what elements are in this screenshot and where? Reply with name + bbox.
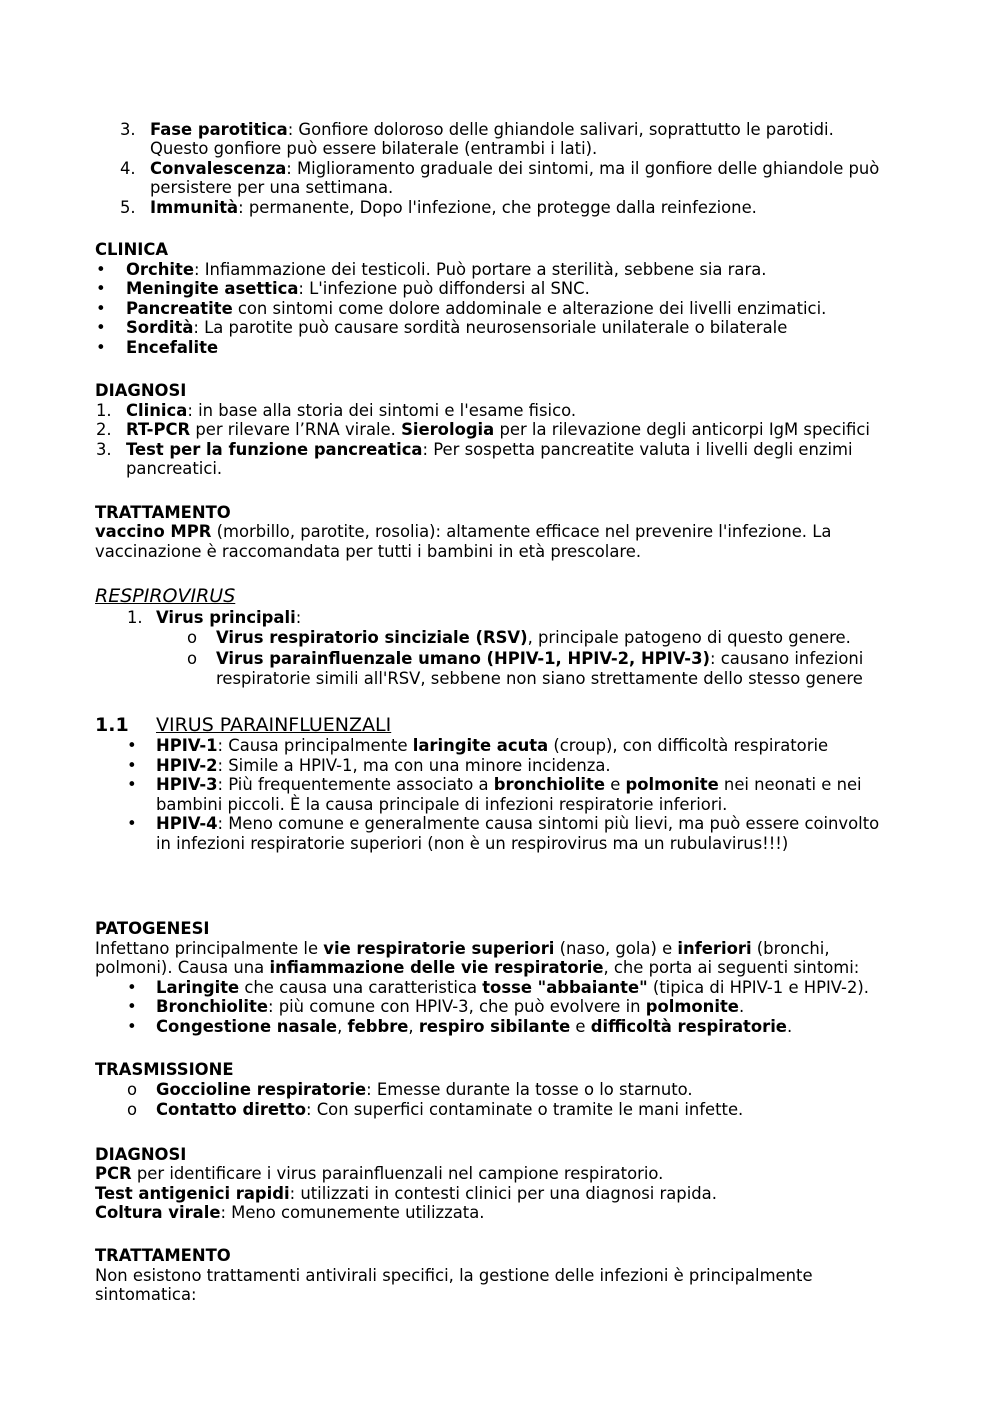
list-item: Encefalite [126,338,219,357]
bullet-icon: • [96,279,106,298]
list-item-continuation: in infezioni respiratorie superiori (non è un respirovirus ma un rubulavirus!!!) [156,834,789,853]
paragraph-line: PCR per identificare i virus parainfluenzali nel campione respiratorio. [95,1164,664,1183]
list-item: Laringite che causa una caratteristica tosse "abbaiante" (tipica di HPIV-1 e HPIV-2). [156,978,869,997]
paragraph-line: sintomatica: [95,1285,197,1304]
bullet-icon: • [127,775,137,794]
bullet-icon: • [96,299,106,318]
bullet-icon: • [96,260,106,279]
paragraph-line: vaccinazione è raccomandata per tutti i bambini in età prescolare. [95,542,642,561]
bullet-icon: • [127,736,137,755]
bullet-icon: • [96,318,106,337]
list-item: Sordità: La parotite può causare sordità neurosensoriale unilaterale o bilaterale [126,318,788,337]
section-number: 1.1 [95,714,129,736]
section-heading-clinica: CLINICA [95,240,169,259]
list-item: Clinica: in base alla storia dei sintomi e l'esame fisico. [126,401,577,420]
list-number: 5. [120,198,136,217]
bullet-icon: • [96,338,106,357]
list-item-continuation: persistere per una settimana. [150,178,394,197]
list-item: Contatto diretto: Con superfici contaminate o tramite le mani infette. [156,1100,744,1119]
bullet-o-icon: o [127,1080,138,1099]
list-item: Immunità: permanente, Dopo l'infezione, che protegge dalla reinfezione. [150,198,757,217]
list-item: Convalescenza: Miglioramento graduale dei sintomi, ma il gonfiore delle ghiandole può [150,159,880,178]
list-item: Meningite asettica: L'infezione può diffondersi al SNC. [126,279,590,298]
list-item-continuation: pancreatici. [126,459,223,478]
list-item: HPIV-3: Più frequentemente associato a bronchiolite e polmonite nei neonati e nei [156,775,862,794]
bullet-o-icon: o [187,649,198,668]
list-item: Pancreatite con sintomi come dolore addominale e alterazione dei livelli enzimatici. [126,299,827,318]
paragraph-line: Test antigenici rapidi: utilizzati in contesti clinici per una diagnosi rapida. [95,1184,717,1203]
paragraph-line: Coltura virale: Meno comunemente utilizzata. [95,1203,485,1222]
bullet-icon: • [127,997,137,1016]
list-number: 1. [127,608,143,627]
list-item: Virus principali: [156,608,302,627]
respirovirus-title: RESPIROVIRUS [95,585,236,607]
list-number: 4. [120,159,136,178]
section-heading-patogenesi: PATOGENESI [95,919,210,938]
list-number: 3. [120,120,136,139]
bullet-icon: • [127,1017,137,1036]
list-item: Virus parainfluenzale umano (HPIV-1, HPIV-2, HPIV-3): causano infezioni [216,649,864,668]
list-item: RT-PCR per rilevare l’RNA virale. Sierologia per la rilevazione degli anticorpi IgM specifici [126,420,870,439]
list-number: 2. [96,420,112,439]
section-heading-trattamento: TRATTAMENTO [95,1246,231,1265]
bullet-icon: • [127,814,137,833]
list-item: Orchite: Infiammazione dei testicoli. Può portare a sterilità, sebbene sia rara. [126,260,767,279]
section-heading-diagnosi: DIAGNOSI [95,1145,187,1164]
list-item: Congestione nasale, febbre, respiro sibilante e difficoltà respiratorie. [156,1017,793,1036]
bullet-icon: • [127,756,137,775]
section-heading-trasmissione: TRASMISSIONE [95,1060,234,1079]
list-item-continuation: bambini piccoli. È la causa principale di infezioni respiratorie inferiori. [156,795,728,814]
list-item: HPIV-1: Causa principalmente laringite acuta (croup), con difficoltà respiratorie [156,736,829,755]
list-item: HPIV-2: Simile a HPIV-1, ma con una minore incidenza. [156,756,611,775]
bullet-icon: • [127,978,137,997]
list-item-continuation: Questo gonfiore può essere bilaterale (entrambi i lati). [150,139,598,158]
section-heading-diagnosi: DIAGNOSI [95,381,187,400]
paragraph-line: Non esistono trattamenti antivirali specifici, la gestione delle infezioni è principalmente [95,1266,813,1285]
list-number: 3. [96,440,112,459]
paragraph-line: Infettano principalmente le vie respiratorie superiori (naso, gola) e inferiori (bronchi, [95,939,830,958]
section-heading-trattamento: TRATTAMENTO [95,503,231,522]
list-item: Bronchiolite: più comune con HPIV-3, che può evolvere in polmonite. [156,997,745,1016]
list-item: Fase parotitica: Gonfiore doloroso delle ghiandole salivari, soprattutto le parotidi. [150,120,834,139]
section-title: VIRUS PARAINFLUENZALI [156,714,392,736]
paragraph-line: polmoni). Causa una infiammazione delle vie respiratorie, che porta ai seguenti sintomi: [95,958,860,977]
list-item: Virus respiratorio sinciziale (RSV), principale patogeno di questo genere. [216,628,851,647]
list-item-continuation: respiratorie simili all'RSV, sebbene non siano strettamente dello stesso genere [216,669,863,688]
list-item: Goccioline respiratorie: Emesse durante la tosse o lo starnuto. [156,1080,693,1099]
bullet-o-icon: o [187,628,198,647]
bullet-o-icon: o [127,1100,138,1119]
list-number: 1. [96,401,112,420]
list-item: HPIV-4: Meno comune e generalmente causa sintomi più lievi, ma può essere coinvolto [156,814,880,833]
list-item: Test per la funzione pancreatica: Per sospetta pancreatite valuta i livelli degli enzimi [126,440,853,459]
paragraph-line: vaccino MPR (morbillo, parotite, rosolia): altamente efficace nel prevenire l'infezione. La [95,522,832,541]
